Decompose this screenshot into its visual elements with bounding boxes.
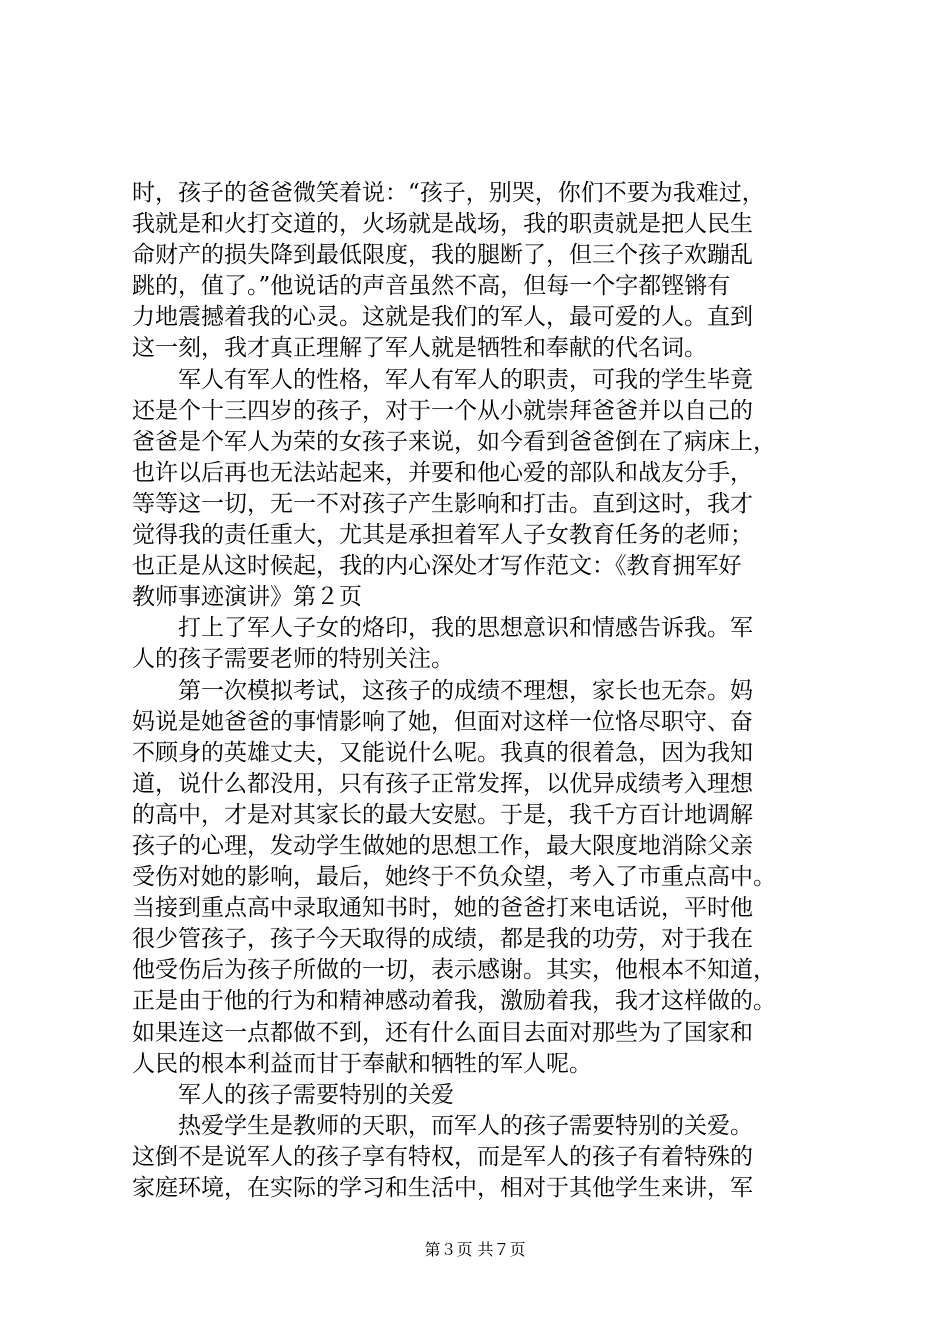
text-line: 爸爸是个军人为荣的女孩子来说，如今看到爸爸倒在了病床上， xyxy=(132,428,776,455)
text-line: 人的孩子需要老师的特别关注。 xyxy=(132,646,454,673)
text-line: 力地震撼着我的心灵。这就是我们的军人，最可爱的人。直到 xyxy=(132,304,753,331)
text-line: 他受伤后为孩子所做的一切，表示感谢。其实，他根本不知道， xyxy=(132,957,776,984)
text-line: 受伤对她的影响，最后，她终于不负众望，考入了市重点高中。 xyxy=(132,864,776,891)
text-line: 时，孩子的爸爸微笑着说：“孩子，别哭，你们不要为我难过， xyxy=(132,180,765,206)
text-line: 跳的，值了。”他说话的声音虽然不高，但每一个字都铿锵有 xyxy=(132,273,731,300)
text-line: 军人有军人的性格，军人有军人的职责，可我的学生毕竟 xyxy=(132,366,753,393)
text-line: 第一次模拟考试，这孩子的成绩不理想，家长也无奈。妈 xyxy=(132,677,753,704)
text-line: 我就是和火打交道的，火场就是战场，我的职责就是把人民生 xyxy=(132,211,753,238)
text-line: 觉得我的责任重大，尤其是承担着军人子女教育任务的老师； xyxy=(132,522,753,549)
text-line: 这一刻，我才真正理解了军人就是牺牲和奉献的代名词。 xyxy=(132,335,707,362)
text-line: 家庭环境，在实际的学习和生活中，相对于其他学生来讲，军 xyxy=(132,1175,753,1201)
text-line: 道，说什么都没用，只有孩子正常发挥，以优异成绩考入理想 xyxy=(132,770,753,797)
text-line: 的高中，才是对其家长的最大安慰。于是，我千方百计地调解 xyxy=(132,801,753,828)
text-line: 很少管孩子，孩子今天取得的成绩，都是我的功劳，对于我在 xyxy=(132,926,753,953)
text-line: 军人的孩子需要特别的关爱 xyxy=(132,1081,454,1108)
text-line: 等等这一切，无一不对孩子产生影响和打击。直到这时，我才 xyxy=(132,490,753,517)
page-footer: 第３页 共７页 xyxy=(424,1240,526,1259)
text-line: 命财产的损失降到最低限度，我的腿断了，但三个孩子欢蹦乱 xyxy=(132,242,753,269)
text-line: 还是个十三四岁的孩子，对于一个从小就崇拜爸爸并以自己的 xyxy=(132,397,753,424)
document-body xyxy=(132,178,838,1204)
text-line: 孩子的心理，发动学生做她的思想工作，最大限度地消除父亲 xyxy=(132,832,753,859)
text-line: 妈说是她爸爸的事情影响了她，但面对这样一位恪尽职守、奋 xyxy=(132,708,753,735)
text-line: 正是由于他的行为和精神感动着我，激励着我，我才这样做的。 xyxy=(132,988,776,1015)
text-line: 热爱学生是教师的天职，而军人的孩子需要特别的关爱。 xyxy=(132,1112,753,1139)
text-line: 这倒不是说军人的孩子享有特权，而是军人的孩子有着特殊的 xyxy=(132,1143,753,1170)
text-line: 人民的根本利益而甘于奉献和牺牲的军人呢。 xyxy=(132,1050,592,1077)
text-line: 也正是从这时候起，我的内心深处才写作范文：《教育拥军好 xyxy=(132,553,742,580)
text-line: 如果连这一点都做不到，还有什么面目去面对那些为了国家和 xyxy=(132,1019,753,1046)
text-line: 教师事迹演讲》第２页 xyxy=(132,584,362,611)
text-line: 也许以后再也无法站起来，并要和他心爱的部队和战友分手， xyxy=(132,459,753,486)
text-line: 当接到重点高中录取通知书时，她的爸爸打来电话说，平时他 xyxy=(132,895,753,922)
text-line: 打上了军人子女的烙印，我的思想意识和情感告诉我。军 xyxy=(132,615,753,642)
text-line: 不顾身的英雄丈夫，又能说什么呢。我真的很着急，因为我知 xyxy=(132,739,753,766)
